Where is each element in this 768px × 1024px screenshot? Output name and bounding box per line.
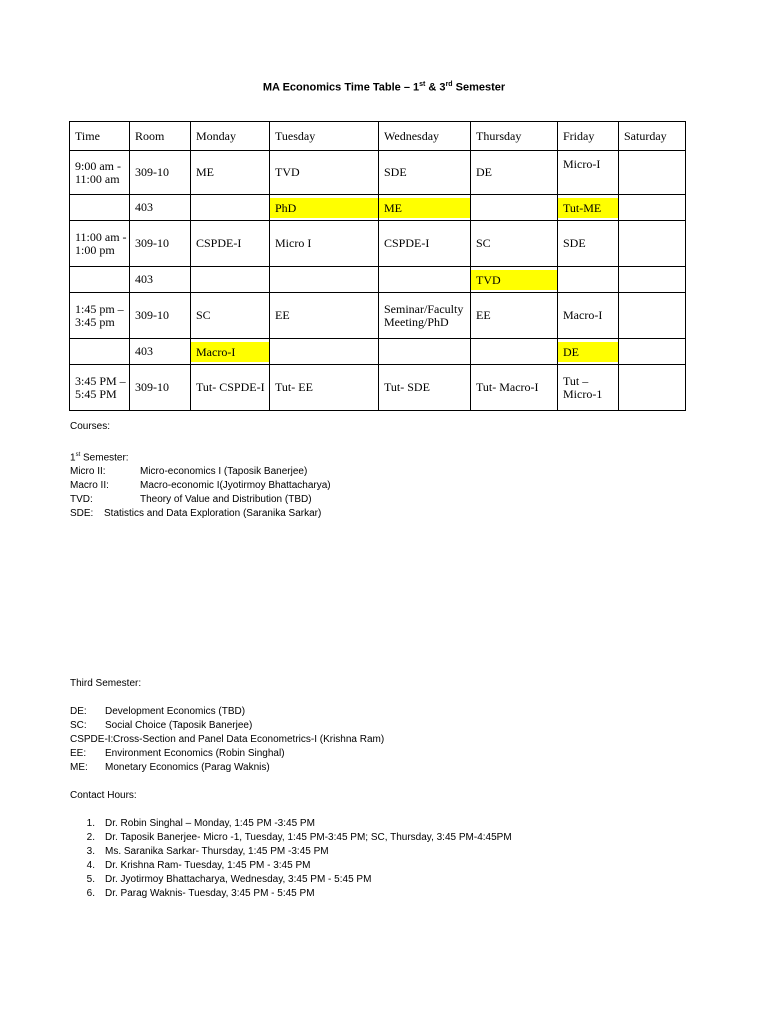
course-abbr: SC: [70,720,87,731]
contact-hours-text: Dr. Krishna Ram- Tuesday, 1:45 PM - 3:45 PM [105,860,311,871]
table-row [70,267,686,293]
schedule-cell: TVD [270,151,379,195]
room-cell: 403 [130,267,191,293]
schedule-cell [379,195,471,221]
title-prefix: MA Economics Time Table – 1 [262,81,420,94]
schedule-cell: CSPDE-I [379,221,471,267]
schedule-cell [471,339,558,365]
third-semester-heading: Third Semester: [70,678,142,689]
contact-hours-heading: Contact Hours: [70,790,137,801]
schedule-cell: CSPDE-I [191,221,270,267]
column-header: Monday [191,122,270,151]
column-header: Time [70,122,130,151]
first-semester-heading-prefix: 1 [70,452,76,464]
schedule-cell [619,267,686,293]
list-item: 5. Dr. Jyotirmoy Bhattacharya, Wednesday, 3:45 PM - 5:45 PM [86,874,372,885]
schedule-cell: Micro-I [558,151,619,195]
schedule-cell [619,365,686,411]
course-abbr: ME: [70,762,88,773]
course-desc: Monetary Economics (Parag Waknis) [105,762,270,773]
title-sup-2: rd [445,81,453,88]
schedule-cell [619,293,686,339]
course-desc: Macro-economic I(Jyotirmoy Bhattacharya) [140,480,331,492]
schedule-cell: Macro-I [558,293,619,339]
schedule-cell: Tut- SDE [379,365,471,411]
contact-hours-list [70,817,512,901]
contact-hours-text: Dr. Parag Waknis- Tuesday, 3:45 PM - 5:45 PM [105,888,315,899]
first-semester-heading [70,448,331,465]
room-cell: 309-10 [130,151,191,195]
schedule-cell [619,221,686,267]
schedule-cell [379,267,471,293]
list-item: 4. Dr. Krishna Ram- Tuesday, 1:45 PM - 3:45 PM [86,860,311,871]
schedule-cell: ME [191,151,270,195]
column-header: Saturday [619,122,686,151]
course-abbr: DE: [70,706,87,717]
schedule-cell [270,339,379,365]
table-row [70,195,686,221]
course-desc: Environment Economics (Robin Singhal) [105,748,285,759]
highlighted-course: Macro-I [191,342,269,362]
title-suffix: Semester [452,81,506,94]
schedule-cell: Tut- Macro-I [471,365,558,411]
column-header: Wednesday [379,122,471,151]
table-row [70,339,686,365]
schedule-cell [619,151,686,195]
schedule-cell: SC [471,221,558,267]
contact-hours-section [70,789,512,901]
course-item [70,479,331,493]
time-cell [70,195,130,221]
table-row [70,365,686,411]
course-item [70,719,384,733]
title-mid: & 3 [425,81,446,94]
time-cell [70,339,130,365]
course-desc: Statistics and Data Exploration (Saranika Sarkar) [104,508,322,520]
course-item [70,733,384,747]
list-item: 2. Dr. Taposik Banerjee- Micro -1, Tuesday, 1:45 PM-3:45 PM; SC, Thursday, 3:45 PM-4:45PM [86,832,512,843]
schedule-cell [558,339,619,365]
third-semester-section [70,677,384,775]
room-cell: 403 [130,339,191,365]
course-item [70,493,331,507]
table-row [70,293,686,339]
time-cell: 9:00 am - 11:00 am [70,151,130,195]
course-desc: Theory of Value and Distribution (TBD) [140,494,312,506]
schedule-cell [191,339,270,365]
column-header: Tuesday [270,122,379,151]
table-row [70,151,686,195]
course-abbr: TVD: [70,494,93,506]
time-cell: 1:45 pm – 3:45 pm [70,293,130,339]
schedule-cell [619,195,686,221]
table-header-row [70,122,686,151]
time-cell: 11:00 am - 1:00 pm [70,221,130,267]
schedule-cell [558,195,619,221]
highlighted-course: TVD [471,270,557,290]
first-semester-section [70,448,331,521]
column-header: Thursday [471,122,558,151]
table-row [70,221,686,267]
schedule-cell: Micro I [270,221,379,267]
contact-hours-text: Ms. Saranika Sarkar- Thursday, 1:45 PM -3:45 PM [105,846,329,857]
room-cell: 309-10 [130,221,191,267]
course-abbr: Micro II: [70,466,106,478]
schedule-cell [471,267,558,293]
list-item: 3. Ms. Saranika Sarkar- Thursday, 1:45 PM -3:45 PM [86,846,329,857]
column-header: Room [130,122,191,151]
course-item [70,507,331,521]
course-item [70,747,384,761]
column-header: Friday [558,122,619,151]
schedule-cell [558,267,619,293]
courses-heading: Courses: [70,421,111,432]
contact-hours-text: Dr. Robin Singhal – Monday, 1:45 PM -3:45 PM [105,818,315,829]
course-abbr: Macro II: [70,480,109,492]
room-cell: 309-10 [130,365,191,411]
course-abbr: EE: [70,748,87,759]
schedule-cell: Tut- CSPDE-I [191,365,270,411]
schedule-cell: Seminar/Faculty Meeting/PhD [379,293,471,339]
course-desc: Micro-economics I (Taposik Banerjee) [140,466,308,478]
schedule-cell [191,195,270,221]
schedule-cell [270,267,379,293]
schedule-cell: EE [270,293,379,339]
course-desc: Cross-Section and Panel Data Econometrics-I (Krishna Ram) [113,734,385,745]
course-desc: Development Economics (TBD) [105,706,246,717]
highlighted-course: PhD [270,198,378,218]
course-item [70,705,384,719]
course-item [70,465,331,479]
schedule-cell: SC [191,293,270,339]
schedule-cell [379,339,471,365]
schedule-cell: EE [471,293,558,339]
schedule-cell [619,339,686,365]
room-cell: 309-10 [130,293,191,339]
course-desc: Social Choice (Taposik Banerjee) [105,720,253,731]
room-cell: 403 [130,195,191,221]
highlighted-course: ME [379,198,470,218]
time-cell: 3:45 PM – 5:45 PM [70,365,130,411]
contact-hours-text: Dr. Taposik Banerjee- Micro -1, Tuesday, 1:45 PM-3:45 PM; SC, Thursday, 3:45 PM-4:45PM [105,832,512,843]
schedule-cell: Tut- EE [270,365,379,411]
course-item [70,761,384,775]
course-abbr: SDE: [70,508,94,520]
first-semester-heading-suffix: Semester: [80,452,129,464]
highlighted-course: DE [558,342,618,362]
schedule-cell [471,195,558,221]
first-semester-heading-sup: st [75,452,81,458]
schedule-cell: SDE [558,221,619,267]
timetable [69,121,686,411]
schedule-cell [191,267,270,293]
highlighted-course: Tut-ME [558,198,618,218]
time-cell [70,267,130,293]
contact-hours-text: Dr. Jyotirmoy Bhattacharya, Wednesday, 3:45 PM - 5:45 PM [105,874,372,885]
course-abbr: CSPDE-I: [70,734,114,745]
list-item: 1. Dr. Robin Singhal – Monday, 1:45 PM -3:45 PM [86,818,315,829]
list-item: 6. Dr. Parag Waknis- Tuesday, 3:45 PM - 5:45 PM [86,888,315,899]
schedule-cell: DE [471,151,558,195]
page-title [0,81,768,94]
schedule-cell [270,195,379,221]
schedule-cell: Tut – Micro-1 [558,365,619,411]
schedule-cell: SDE [379,151,471,195]
title-sup-1: st [419,81,426,88]
